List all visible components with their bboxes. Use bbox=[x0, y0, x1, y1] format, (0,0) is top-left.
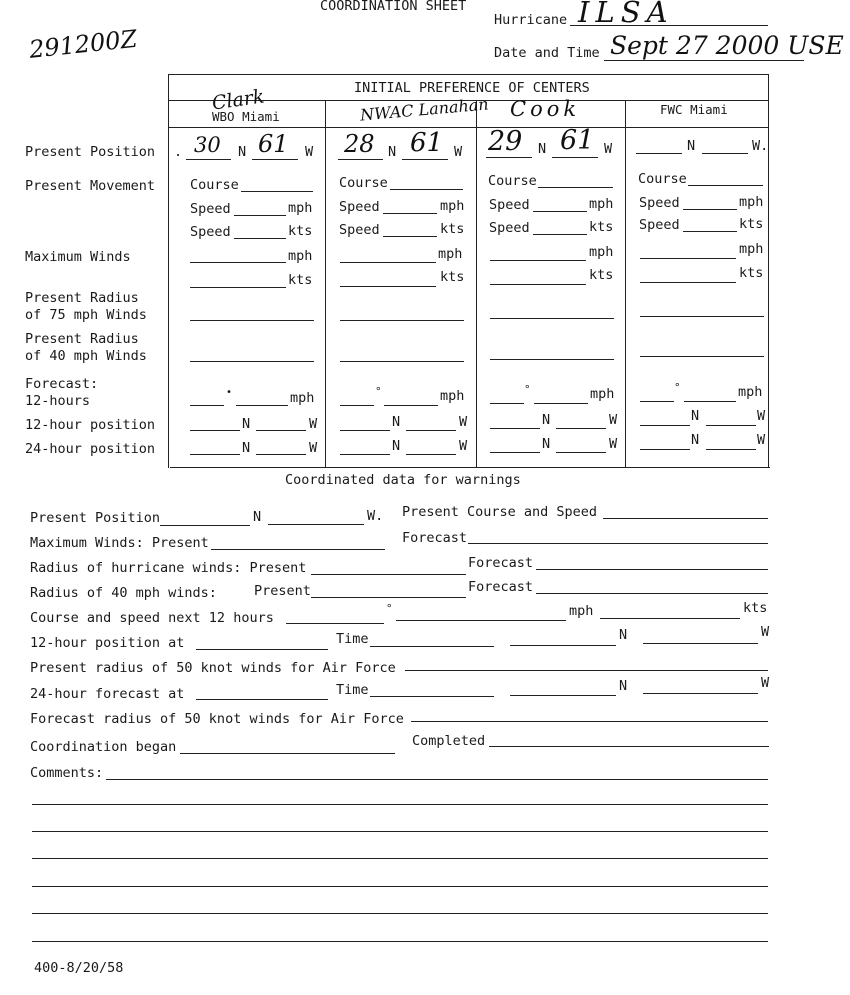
margin-note-handwritten: 291200Z bbox=[27, 24, 139, 64]
warn-comments-label: Comments: bbox=[30, 765, 104, 781]
warn-forecast-label: Forecast bbox=[402, 530, 468, 546]
warn-radius-hurricane-forecast-field[interactable] bbox=[536, 569, 768, 570]
table-left-border bbox=[168, 74, 169, 468]
warn-coordination-began-field[interactable] bbox=[180, 753, 395, 754]
warn-present-radius-50-label: Present radius of 50 knot winds for Air Force bbox=[30, 660, 396, 676]
speed-mph-label: Speed bbox=[339, 199, 380, 215]
lon-field-line bbox=[252, 159, 298, 160]
warn-n-label: N bbox=[619, 627, 628, 643]
speed-mph-field[interactable] bbox=[533, 211, 587, 212]
forecast-course-field[interactable] bbox=[340, 405, 374, 406]
pos12-lat-field[interactable] bbox=[340, 430, 390, 431]
col-divider-1 bbox=[325, 100, 326, 467]
w-label: W bbox=[604, 141, 613, 157]
speed-kts-field[interactable] bbox=[683, 231, 737, 232]
n-label: N bbox=[392, 414, 401, 430]
warn-radius-40-label: Radius of 40 mph winds: bbox=[30, 585, 217, 601]
mph-unit: mph bbox=[738, 384, 763, 400]
row-label-present-movement: Present Movement bbox=[25, 178, 156, 194]
mph-unit: mph bbox=[739, 194, 764, 210]
mph-unit: mph bbox=[739, 241, 764, 257]
course-field[interactable] bbox=[688, 185, 763, 186]
n-label: N bbox=[691, 432, 700, 448]
table-right-border bbox=[768, 74, 769, 468]
speed-mph-field[interactable] bbox=[234, 215, 286, 216]
warn-radius-40-present-label: Present bbox=[254, 583, 311, 599]
mph-unit: mph bbox=[288, 248, 313, 264]
speed-mph-label: Speed bbox=[190, 201, 231, 217]
warn-n-label: N bbox=[253, 509, 262, 525]
w-label: W. bbox=[752, 138, 769, 154]
course-label: Course bbox=[190, 177, 239, 193]
max-winds-kts-field[interactable] bbox=[640, 282, 736, 283]
warn-coordination-began-label: Coordination began bbox=[30, 739, 177, 755]
row-label-maximum-winds: Maximum Winds bbox=[25, 249, 131, 265]
course-label: Course bbox=[638, 171, 687, 187]
course-field[interactable] bbox=[241, 191, 313, 192]
warn-max-winds-present-field[interactable] bbox=[211, 549, 385, 550]
row-label-24h-position: 24-hour position bbox=[25, 441, 156, 457]
radius40-field[interactable] bbox=[190, 361, 314, 362]
datetime-label: Date and Time bbox=[494, 45, 600, 61]
pos24-lon-field[interactable] bbox=[256, 454, 306, 455]
column-annotation-cook: Cook bbox=[510, 97, 581, 121]
kts-unit: kts bbox=[739, 265, 764, 281]
degree-mark: ° bbox=[674, 381, 681, 394]
warn-radius-hurricane-present-field[interactable] bbox=[311, 574, 466, 575]
w-label: W bbox=[309, 440, 318, 456]
pos12-lat-field[interactable] bbox=[190, 430, 240, 431]
table-column-header-rule bbox=[168, 127, 768, 128]
lon-field-line[interactable] bbox=[702, 153, 748, 154]
pos24-lon-field[interactable] bbox=[556, 452, 606, 453]
row-label-forecast-1: Forecast: bbox=[25, 376, 99, 392]
comments-line[interactable] bbox=[32, 941, 768, 942]
n-label: N bbox=[238, 144, 247, 160]
kts-unit: kts bbox=[440, 221, 465, 237]
forecast-course-field[interactable] bbox=[490, 403, 524, 404]
w-label: W bbox=[609, 436, 618, 452]
radius75-field[interactable] bbox=[340, 320, 464, 321]
warn-forecast-radius-50-label: Forecast radius of 50 knot winds for Air Force bbox=[30, 711, 404, 727]
n-label: N bbox=[542, 436, 551, 452]
datetime-handwritten: Sept 27 2000 USE bbox=[610, 31, 844, 60]
row-label-radius40-2: of 40 mph Winds bbox=[25, 348, 147, 364]
course-label: Course bbox=[488, 173, 537, 189]
pos24-lat-field[interactable] bbox=[190, 454, 240, 455]
form-number: 400-8/20/58 bbox=[34, 960, 124, 976]
speed-mph-field[interactable] bbox=[383, 213, 437, 214]
warn-n-label: N bbox=[619, 678, 628, 694]
pos24-lon-field[interactable] bbox=[706, 449, 756, 450]
w-label: W bbox=[459, 438, 468, 454]
column-header-wbo-miami: WBO Miami bbox=[212, 109, 280, 124]
degree-mark: ° bbox=[524, 383, 531, 396]
row-label-12h-position: 12-hour position bbox=[25, 417, 156, 433]
n-label: N bbox=[392, 438, 401, 454]
warn-24h-at-field[interactable] bbox=[196, 699, 328, 700]
forecast-course-field[interactable] bbox=[190, 405, 224, 406]
speed-kts-label: Speed bbox=[190, 224, 231, 240]
warn-present-course-speed-field[interactable] bbox=[603, 518, 768, 519]
mph-unit: mph bbox=[440, 388, 465, 404]
course-field[interactable] bbox=[390, 189, 463, 190]
column-annotation-lanahan: NWAC Lanahan bbox=[359, 94, 490, 125]
max-winds-mph-field[interactable] bbox=[640, 258, 736, 259]
warn-present-radius-50-field[interactable] bbox=[405, 670, 768, 671]
n-label: N bbox=[388, 144, 397, 160]
speed-kts-label: Speed bbox=[339, 222, 380, 238]
speed-kts-field[interactable] bbox=[234, 238, 286, 239]
radius75-field[interactable] bbox=[490, 318, 614, 319]
warn-time-label: Time bbox=[336, 631, 369, 647]
lat-field-line bbox=[338, 159, 383, 160]
warn-course-speed-12-label: Course and speed next 12 hours bbox=[30, 610, 274, 626]
radius40-field[interactable] bbox=[490, 359, 614, 360]
warn-present-position-label: Present Position bbox=[30, 510, 161, 526]
mph-unit: mph bbox=[290, 390, 315, 406]
lon-value-handwritten[interactable]: 61 bbox=[410, 128, 444, 158]
table-heading: INITIAL PREFERENCE OF CENTERS bbox=[354, 80, 590, 96]
speed-mph-label: Speed bbox=[639, 195, 680, 211]
lon-value-handwritten[interactable]: 61 bbox=[258, 130, 289, 158]
table-top-line bbox=[168, 74, 768, 75]
warn-course-12-field[interactable] bbox=[286, 623, 384, 624]
speed-mph-field[interactable] bbox=[683, 209, 737, 210]
warn-radius-40-present-field[interactable] bbox=[311, 597, 466, 598]
hurricane-name-handwritten: ILSA bbox=[578, 0, 674, 29]
mph-unit: mph bbox=[438, 246, 463, 262]
pos12-lon-field[interactable] bbox=[556, 428, 606, 429]
warn-radius-40-forecast-field[interactable] bbox=[536, 593, 768, 594]
comments-line[interactable] bbox=[32, 858, 768, 859]
speed-kts-label: Speed bbox=[639, 217, 680, 233]
warn-max-winds-forecast-field[interactable] bbox=[468, 543, 768, 544]
pos12-lon-field[interactable] bbox=[256, 430, 306, 431]
warn-present-lat-field[interactable] bbox=[160, 525, 250, 526]
kts-unit: kts bbox=[440, 269, 465, 285]
warn-time-label: Time bbox=[336, 682, 369, 698]
warn-kts-field[interactable] bbox=[600, 618, 740, 619]
warn-completed-label: Completed bbox=[412, 733, 486, 749]
max-winds-mph-field[interactable] bbox=[190, 262, 286, 263]
comments-line[interactable] bbox=[32, 831, 768, 832]
kts-unit: kts bbox=[589, 267, 614, 283]
n-label: N bbox=[542, 412, 551, 428]
pos24-lat-field[interactable] bbox=[340, 454, 390, 455]
speed-kts-field[interactable] bbox=[383, 236, 437, 237]
max-winds-kts-field[interactable] bbox=[490, 284, 586, 285]
kts-unit: kts bbox=[288, 272, 313, 288]
w-label: W bbox=[454, 144, 463, 160]
warn-24h-lat-field[interactable] bbox=[510, 695, 616, 696]
max-winds-kts-field[interactable] bbox=[190, 287, 286, 288]
w-label: W bbox=[609, 412, 618, 428]
warn-forecast-label: Forecast bbox=[468, 555, 534, 571]
n-label: N bbox=[242, 416, 251, 432]
lat-field-line bbox=[186, 159, 231, 160]
mph-unit: mph bbox=[288, 200, 313, 216]
datetime-line bbox=[604, 60, 804, 61]
row-label-radius40-1: Present Radius bbox=[25, 331, 139, 347]
n-label: N bbox=[242, 440, 251, 456]
warn-forecast-radius-50-field[interactable] bbox=[411, 721, 768, 722]
n-label: N bbox=[691, 408, 700, 424]
degree-dot-mark: • bbox=[226, 387, 233, 398]
warn-w-label: W bbox=[761, 624, 770, 640]
dot-mark: . bbox=[174, 144, 183, 160]
w-label: W bbox=[757, 432, 766, 448]
comments-line[interactable] bbox=[32, 886, 768, 887]
warn-speed-12-field[interactable] bbox=[396, 620, 566, 621]
warn-mph-unit: mph bbox=[569, 603, 594, 619]
pos24-lat-field[interactable] bbox=[490, 452, 540, 453]
pos12-lat-field[interactable] bbox=[640, 425, 690, 426]
forecast-speed-field[interactable] bbox=[384, 405, 438, 406]
warn-12h-position-label: 12-hour position at bbox=[30, 635, 185, 651]
column-annotation-clark: Clark bbox=[210, 85, 266, 115]
table-bottom-line bbox=[170, 467, 770, 468]
warn-degree-mark: ° bbox=[386, 602, 393, 615]
pos12-lon-field[interactable] bbox=[406, 430, 456, 431]
warn-present-course-speed-label: Present Course and Speed bbox=[402, 504, 598, 520]
comments-line[interactable] bbox=[106, 779, 768, 780]
warn-max-winds-label: Maximum Winds: Present bbox=[30, 535, 209, 551]
col-divider-3 bbox=[625, 100, 626, 467]
kts-unit: kts bbox=[739, 216, 764, 232]
warn-present-lon-field[interactable] bbox=[268, 524, 364, 525]
pos24-lat-field[interactable] bbox=[640, 449, 690, 450]
lon-field-line bbox=[402, 159, 448, 160]
warn-radius-hurricane-label: Radius of hurricane winds: Present bbox=[30, 560, 307, 576]
speed-kts-field[interactable] bbox=[533, 234, 587, 235]
w-label: W bbox=[309, 416, 318, 432]
n-label: N bbox=[538, 141, 547, 157]
pos12-lat-field[interactable] bbox=[490, 428, 540, 429]
lat-value-handwritten[interactable]: 30 bbox=[194, 133, 221, 157]
pos12-lon-field[interactable] bbox=[706, 425, 756, 426]
radius75-field[interactable] bbox=[190, 320, 314, 321]
sheet-title: COORDINATION SHEET bbox=[320, 0, 467, 14]
radius75-field[interactable] bbox=[640, 316, 764, 317]
warn-24h-lon-field[interactable] bbox=[643, 693, 758, 694]
mph-unit: mph bbox=[589, 244, 614, 260]
w-label: W bbox=[305, 144, 314, 160]
degree-mark: ° bbox=[375, 385, 382, 398]
comments-line[interactable] bbox=[32, 913, 768, 914]
lat-field-line[interactable] bbox=[636, 153, 682, 154]
lon-field-line bbox=[552, 157, 598, 158]
warn-completed-field[interactable] bbox=[489, 746, 769, 747]
mph-unit: mph bbox=[440, 198, 465, 214]
comments-line[interactable] bbox=[32, 804, 768, 805]
max-winds-mph-field[interactable] bbox=[340, 262, 436, 263]
speed-mph-label: Speed bbox=[489, 197, 530, 213]
column-header-fwc-miami: FWC Miami bbox=[660, 102, 728, 117]
pos24-lon-field[interactable] bbox=[406, 454, 456, 455]
warn-w-label: W bbox=[761, 675, 770, 691]
max-winds-mph-field[interactable] bbox=[490, 260, 586, 261]
hurricane-label: Hurricane bbox=[494, 12, 568, 28]
course-label: Course bbox=[339, 175, 388, 191]
warn-12h-at-field[interactable] bbox=[196, 649, 328, 650]
forecast-speed-field[interactable] bbox=[684, 401, 736, 402]
mph-unit: mph bbox=[590, 386, 615, 402]
lon-value-handwritten[interactable]: 61 bbox=[560, 125, 595, 156]
warn-24h-forecast-label: 24-hour forecast at bbox=[30, 686, 185, 702]
kts-unit: kts bbox=[288, 223, 313, 239]
warn-w-label: W. bbox=[367, 508, 384, 524]
lat-value-handwritten[interactable]: 28 bbox=[344, 130, 375, 158]
kts-unit: kts bbox=[589, 219, 614, 235]
row-label-forecast-2: 12-hours bbox=[25, 393, 91, 409]
w-label: W bbox=[757, 408, 766, 424]
forecast-course-field[interactable] bbox=[640, 401, 674, 402]
warn-24h-time-field[interactable] bbox=[370, 696, 494, 697]
course-field[interactable] bbox=[538, 187, 613, 188]
col-divider-2 bbox=[476, 100, 477, 467]
lat-field-line bbox=[486, 157, 532, 158]
n-label: N bbox=[687, 138, 696, 154]
speed-kts-label: Speed bbox=[489, 220, 530, 236]
radius40-field[interactable] bbox=[640, 356, 764, 357]
mph-unit: mph bbox=[589, 196, 614, 212]
w-label: W bbox=[459, 414, 468, 430]
warn-12h-time-field[interactable] bbox=[370, 646, 494, 647]
row-label-radius75-2: of 75 mph Winds bbox=[25, 307, 147, 323]
lat-value-handwritten[interactable]: 29 bbox=[488, 126, 523, 157]
warn-kts-unit: kts bbox=[743, 600, 768, 616]
row-label-present-position: Present Position bbox=[25, 144, 156, 160]
row-label-radius75-1: Present Radius bbox=[25, 290, 139, 306]
warn-12h-lon-field[interactable] bbox=[643, 643, 758, 644]
radius40-field[interactable] bbox=[340, 361, 464, 362]
forecast-speed-field[interactable] bbox=[236, 405, 288, 406]
forecast-speed-field[interactable] bbox=[534, 403, 588, 404]
warn-12h-lat-field[interactable] bbox=[510, 645, 616, 646]
warn-forecast-label: Forecast bbox=[468, 579, 534, 595]
max-winds-kts-field[interactable] bbox=[340, 286, 436, 287]
warnings-heading: Coordinated data for warnings bbox=[285, 472, 521, 488]
